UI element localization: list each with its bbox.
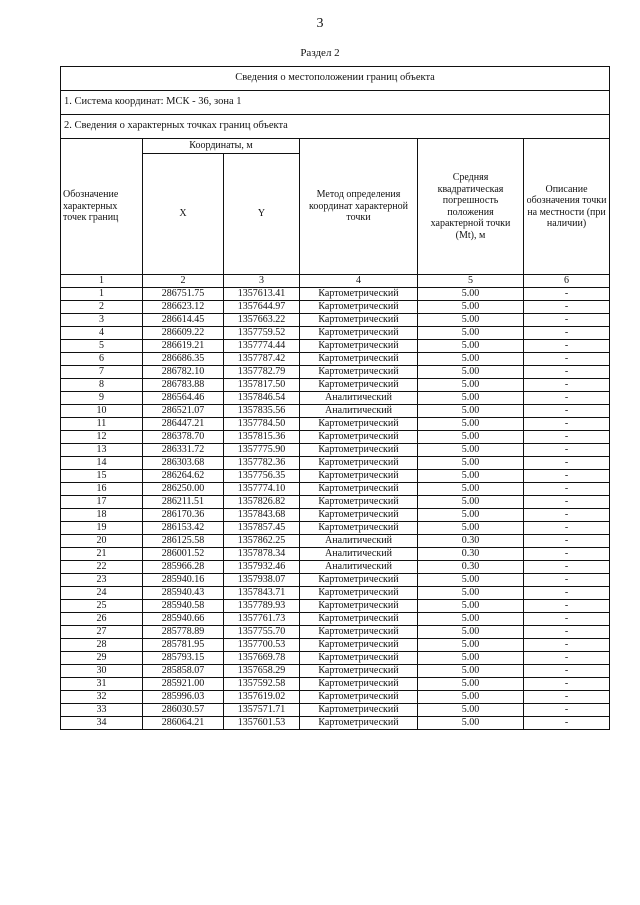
x-coordinate: 285940.16 xyxy=(143,574,224,587)
point-id: 5 xyxy=(61,340,143,353)
error-mt: 5.00 xyxy=(418,353,524,366)
x-coordinate: 286153.42 xyxy=(143,522,224,535)
y-coordinate: 1357932.46 xyxy=(224,561,300,574)
column-number-row xyxy=(61,275,610,288)
x-coordinate: 286619.21 xyxy=(143,340,224,353)
method: Картометрический xyxy=(300,613,418,626)
section-title: Раздел 2 xyxy=(300,47,340,59)
error-mt: 0.30 xyxy=(418,561,524,574)
method: Картометрический xyxy=(300,717,418,730)
y-coordinate: 1357815.36 xyxy=(224,431,300,444)
y-coordinate: 1357755.70 xyxy=(224,626,300,639)
table-row xyxy=(61,704,610,717)
point-id: 11 xyxy=(61,418,143,431)
method: Аналитический xyxy=(300,405,418,418)
x-coordinate: 286782.10 xyxy=(143,366,224,379)
point-id: 10 xyxy=(61,405,143,418)
y-coordinate: 1357774.44 xyxy=(224,340,300,353)
point-id: 19 xyxy=(61,522,143,535)
point-id: 8 xyxy=(61,379,143,392)
header-x: X xyxy=(143,154,224,275)
y-coordinate: 1357789.93 xyxy=(224,600,300,613)
description: - xyxy=(524,366,610,379)
y-coordinate: 1357817.50 xyxy=(224,379,300,392)
y-coordinate: 1357571.71 xyxy=(224,704,300,717)
x-coordinate: 285921.00 xyxy=(143,678,224,691)
description: - xyxy=(524,509,610,522)
table-row xyxy=(61,314,610,327)
point-id: 1 xyxy=(61,288,143,301)
x-coordinate: 286447.21 xyxy=(143,418,224,431)
description: - xyxy=(524,444,610,457)
y-coordinate: 1357759.52 xyxy=(224,327,300,340)
description: - xyxy=(524,561,610,574)
y-coordinate: 1357669.78 xyxy=(224,652,300,665)
error-mt: 5.00 xyxy=(418,717,524,730)
method: Картометрический xyxy=(300,496,418,509)
y-coordinate: 1357835.56 xyxy=(224,405,300,418)
point-id: 22 xyxy=(61,561,143,574)
x-coordinate: 285778.89 xyxy=(143,626,224,639)
description: - xyxy=(524,678,610,691)
header-error: Средняя квадратическая погрешность положения характерной точки (Mt), м xyxy=(418,139,524,275)
method: Картометрический xyxy=(300,444,418,457)
y-coordinate: 1357663.22 xyxy=(224,314,300,327)
description: - xyxy=(524,704,610,717)
point-id: 32 xyxy=(61,691,143,704)
description: - xyxy=(524,626,610,639)
method: Аналитический xyxy=(300,548,418,561)
table-row xyxy=(61,340,610,353)
error-mt: 5.00 xyxy=(418,652,524,665)
method: Картометрический xyxy=(300,457,418,470)
description: - xyxy=(524,418,610,431)
point-id: 33 xyxy=(61,704,143,717)
x-coordinate: 286001.52 xyxy=(143,548,224,561)
description: - xyxy=(524,327,610,340)
y-coordinate: 1357862.25 xyxy=(224,535,300,548)
description: - xyxy=(524,652,610,665)
method: Картометрический xyxy=(300,288,418,301)
description: - xyxy=(524,288,610,301)
method: Картометрический xyxy=(300,626,418,639)
description: - xyxy=(524,548,610,561)
y-coordinate: 1357878.34 xyxy=(224,548,300,561)
method: Аналитический xyxy=(300,561,418,574)
description: - xyxy=(524,717,610,730)
method: Картометрический xyxy=(300,522,418,535)
table-row xyxy=(61,418,610,431)
method: Картометрический xyxy=(300,665,418,678)
point-id: 4 xyxy=(61,327,143,340)
description: - xyxy=(524,431,610,444)
error-mt: 5.00 xyxy=(418,444,524,457)
error-mt: 5.00 xyxy=(418,704,524,717)
y-coordinate: 1357782.36 xyxy=(224,457,300,470)
error-mt: 5.00 xyxy=(418,483,524,496)
point-id: 31 xyxy=(61,678,143,691)
y-coordinate: 1357700.53 xyxy=(224,639,300,652)
error-mt: 5.00 xyxy=(418,691,524,704)
description: - xyxy=(524,379,610,392)
method: Картометрический xyxy=(300,314,418,327)
table-row xyxy=(61,457,610,470)
table-row xyxy=(61,431,610,444)
header-y: Y xyxy=(224,154,300,275)
method: Картометрический xyxy=(300,327,418,340)
point-id: 3 xyxy=(61,314,143,327)
method: Картометрический xyxy=(300,574,418,587)
point-id: 26 xyxy=(61,613,143,626)
y-coordinate: 1357658.29 xyxy=(224,665,300,678)
y-coordinate: 1357761.73 xyxy=(224,613,300,626)
description: - xyxy=(524,535,610,548)
description: - xyxy=(524,483,610,496)
header-coordinates: Координаты, м xyxy=(143,139,300,154)
error-mt: 5.00 xyxy=(418,678,524,691)
points-section-title: 2. Сведения о характерных точках границ объекта xyxy=(61,115,610,139)
y-coordinate: 1357784.50 xyxy=(224,418,300,431)
error-mt: 5.00 xyxy=(418,340,524,353)
x-coordinate: 286170.36 xyxy=(143,509,224,522)
error-mt: 5.00 xyxy=(418,509,524,522)
table-row xyxy=(61,522,610,535)
method: Картометрический xyxy=(300,483,418,496)
point-id: 21 xyxy=(61,548,143,561)
table-row xyxy=(61,639,610,652)
error-mt: 5.00 xyxy=(418,314,524,327)
table-body xyxy=(61,288,610,730)
table-row xyxy=(61,483,610,496)
description: - xyxy=(524,496,610,509)
table-row xyxy=(61,379,610,392)
description: - xyxy=(524,457,610,470)
y-coordinate: 1357826.82 xyxy=(224,496,300,509)
point-id: 30 xyxy=(61,665,143,678)
point-id: 20 xyxy=(61,535,143,548)
method: Картометрический xyxy=(300,639,418,652)
x-coordinate: 286211.51 xyxy=(143,496,224,509)
y-coordinate: 1357787.42 xyxy=(224,353,300,366)
x-coordinate: 286783.88 xyxy=(143,379,224,392)
column-number: 6 xyxy=(524,275,610,288)
x-coordinate: 286521.07 xyxy=(143,405,224,418)
column-number: 3 xyxy=(224,275,300,288)
table-row xyxy=(61,301,610,314)
table-row xyxy=(61,496,610,509)
point-id: 9 xyxy=(61,392,143,405)
y-coordinate: 1357644.97 xyxy=(224,301,300,314)
table-row xyxy=(61,626,610,639)
method: Картометрический xyxy=(300,379,418,392)
point-id: 15 xyxy=(61,470,143,483)
error-mt: 5.00 xyxy=(418,457,524,470)
header-designation: Обозначение характерных точек границ xyxy=(61,139,143,275)
error-mt: 5.00 xyxy=(418,522,524,535)
boundary-points-table xyxy=(60,66,610,730)
error-mt: 5.00 xyxy=(418,392,524,405)
x-coordinate: 286264.62 xyxy=(143,470,224,483)
x-coordinate: 286564.46 xyxy=(143,392,224,405)
x-coordinate: 286751.75 xyxy=(143,288,224,301)
point-id: 24 xyxy=(61,587,143,600)
table-row xyxy=(61,405,610,418)
method: Картометрический xyxy=(300,509,418,522)
table-row xyxy=(61,548,610,561)
table-row xyxy=(61,600,610,613)
method: Аналитический xyxy=(300,392,418,405)
error-mt: 5.00 xyxy=(418,639,524,652)
x-coordinate: 286623.12 xyxy=(143,301,224,314)
method: Картометрический xyxy=(300,587,418,600)
y-coordinate: 1357613.41 xyxy=(224,288,300,301)
header-description: Описание обозначения точки на местности (при наличии) xyxy=(524,139,610,275)
point-id: 18 xyxy=(61,509,143,522)
table-row xyxy=(61,470,610,483)
point-id: 6 xyxy=(61,353,143,366)
method: Картометрический xyxy=(300,340,418,353)
method: Картометрический xyxy=(300,418,418,431)
point-id: 25 xyxy=(61,600,143,613)
description: - xyxy=(524,587,610,600)
x-coordinate: 286064.21 xyxy=(143,717,224,730)
error-mt: 5.00 xyxy=(418,574,524,587)
y-coordinate: 1357846.54 xyxy=(224,392,300,405)
x-coordinate: 286303.68 xyxy=(143,457,224,470)
description: - xyxy=(524,522,610,535)
y-coordinate: 1357601.53 xyxy=(224,717,300,730)
method: Картометрический xyxy=(300,704,418,717)
table-row xyxy=(61,574,610,587)
x-coordinate: 285793.15 xyxy=(143,652,224,665)
column-number: 2 xyxy=(143,275,224,288)
description: - xyxy=(524,470,610,483)
error-mt: 5.00 xyxy=(418,327,524,340)
page-number: 3 xyxy=(316,16,324,31)
point-id: 2 xyxy=(61,301,143,314)
x-coordinate: 286125.58 xyxy=(143,535,224,548)
table-row xyxy=(61,509,610,522)
y-coordinate: 1357774.10 xyxy=(224,483,300,496)
x-coordinate: 286614.45 xyxy=(143,314,224,327)
error-mt: 5.00 xyxy=(418,405,524,418)
table-row xyxy=(61,444,610,457)
error-mt: 5.00 xyxy=(418,418,524,431)
y-coordinate: 1357756.35 xyxy=(224,470,300,483)
description: - xyxy=(524,314,610,327)
table-row xyxy=(61,561,610,574)
x-coordinate: 285940.58 xyxy=(143,600,224,613)
description: - xyxy=(524,340,610,353)
error-mt: 5.00 xyxy=(418,665,524,678)
x-coordinate: 285996.03 xyxy=(143,691,224,704)
error-mt: 5.00 xyxy=(418,379,524,392)
table-row xyxy=(61,327,610,340)
table-row xyxy=(61,288,610,301)
column-number: 4 xyxy=(300,275,418,288)
x-coordinate: 286686.35 xyxy=(143,353,224,366)
point-id: 14 xyxy=(61,457,143,470)
error-mt: 5.00 xyxy=(418,613,524,626)
point-id: 34 xyxy=(61,717,143,730)
description: - xyxy=(524,392,610,405)
point-id: 27 xyxy=(61,626,143,639)
table-row xyxy=(61,691,610,704)
error-mt: 5.00 xyxy=(418,496,524,509)
table-row xyxy=(61,665,610,678)
description: - xyxy=(524,353,610,366)
error-mt: 5.00 xyxy=(418,431,524,444)
error-mt: 5.00 xyxy=(418,288,524,301)
point-id: 28 xyxy=(61,639,143,652)
description: - xyxy=(524,301,610,314)
x-coordinate: 286331.72 xyxy=(143,444,224,457)
error-mt: 5.00 xyxy=(418,626,524,639)
method: Аналитический xyxy=(300,535,418,548)
x-coordinate: 286250.00 xyxy=(143,483,224,496)
description: - xyxy=(524,665,610,678)
coordinate-system: 1. Система координат: МСК - 36, зона 1 xyxy=(61,91,610,115)
table-row xyxy=(61,678,610,691)
y-coordinate: 1357857.45 xyxy=(224,522,300,535)
error-mt: 0.30 xyxy=(418,535,524,548)
error-mt: 0.30 xyxy=(418,548,524,561)
error-mt: 5.00 xyxy=(418,470,524,483)
method: Картометрический xyxy=(300,678,418,691)
x-coordinate: 286030.57 xyxy=(143,704,224,717)
table-row xyxy=(61,366,610,379)
section-banner: Сведения о местоположении границ объекта xyxy=(61,67,610,91)
method: Картометрический xyxy=(300,353,418,366)
column-number: 5 xyxy=(418,275,524,288)
method: Картометрический xyxy=(300,600,418,613)
x-coordinate: 285966.28 xyxy=(143,561,224,574)
table-row xyxy=(61,353,610,366)
table-row xyxy=(61,613,610,626)
method: Картометрический xyxy=(300,691,418,704)
description: - xyxy=(524,405,610,418)
error-mt: 5.00 xyxy=(418,587,524,600)
y-coordinate: 1357938.07 xyxy=(224,574,300,587)
description: - xyxy=(524,600,610,613)
method: Картометрический xyxy=(300,652,418,665)
method: Картометрический xyxy=(300,301,418,314)
y-coordinate: 1357775.90 xyxy=(224,444,300,457)
x-coordinate: 285940.66 xyxy=(143,613,224,626)
point-id: 13 xyxy=(61,444,143,457)
point-id: 7 xyxy=(61,366,143,379)
table-row xyxy=(61,717,610,730)
x-coordinate: 286378.70 xyxy=(143,431,224,444)
y-coordinate: 1357592.58 xyxy=(224,678,300,691)
table-row xyxy=(61,392,610,405)
x-coordinate: 285858.07 xyxy=(143,665,224,678)
y-coordinate: 1357619.02 xyxy=(224,691,300,704)
x-coordinate: 286609.22 xyxy=(143,327,224,340)
point-id: 23 xyxy=(61,574,143,587)
description: - xyxy=(524,613,610,626)
column-number: 1 xyxy=(61,275,143,288)
description: - xyxy=(524,639,610,652)
y-coordinate: 1357782.79 xyxy=(224,366,300,379)
point-id: 17 xyxy=(61,496,143,509)
table-row xyxy=(61,587,610,600)
error-mt: 5.00 xyxy=(418,366,524,379)
error-mt: 5.00 xyxy=(418,600,524,613)
point-id: 12 xyxy=(61,431,143,444)
method: Картометрический xyxy=(300,366,418,379)
x-coordinate: 285940.43 xyxy=(143,587,224,600)
y-coordinate: 1357843.68 xyxy=(224,509,300,522)
table-row xyxy=(61,652,610,665)
point-id: 29 xyxy=(61,652,143,665)
header-method: Метод определения координат характерной точки xyxy=(300,139,418,275)
method: Картометрический xyxy=(300,431,418,444)
error-mt: 5.00 xyxy=(418,301,524,314)
x-coordinate: 285781.95 xyxy=(143,639,224,652)
y-coordinate: 1357843.71 xyxy=(224,587,300,600)
description: - xyxy=(524,574,610,587)
method: Картометрический xyxy=(300,470,418,483)
table-row xyxy=(61,535,610,548)
description: - xyxy=(524,691,610,704)
point-id: 16 xyxy=(61,483,143,496)
